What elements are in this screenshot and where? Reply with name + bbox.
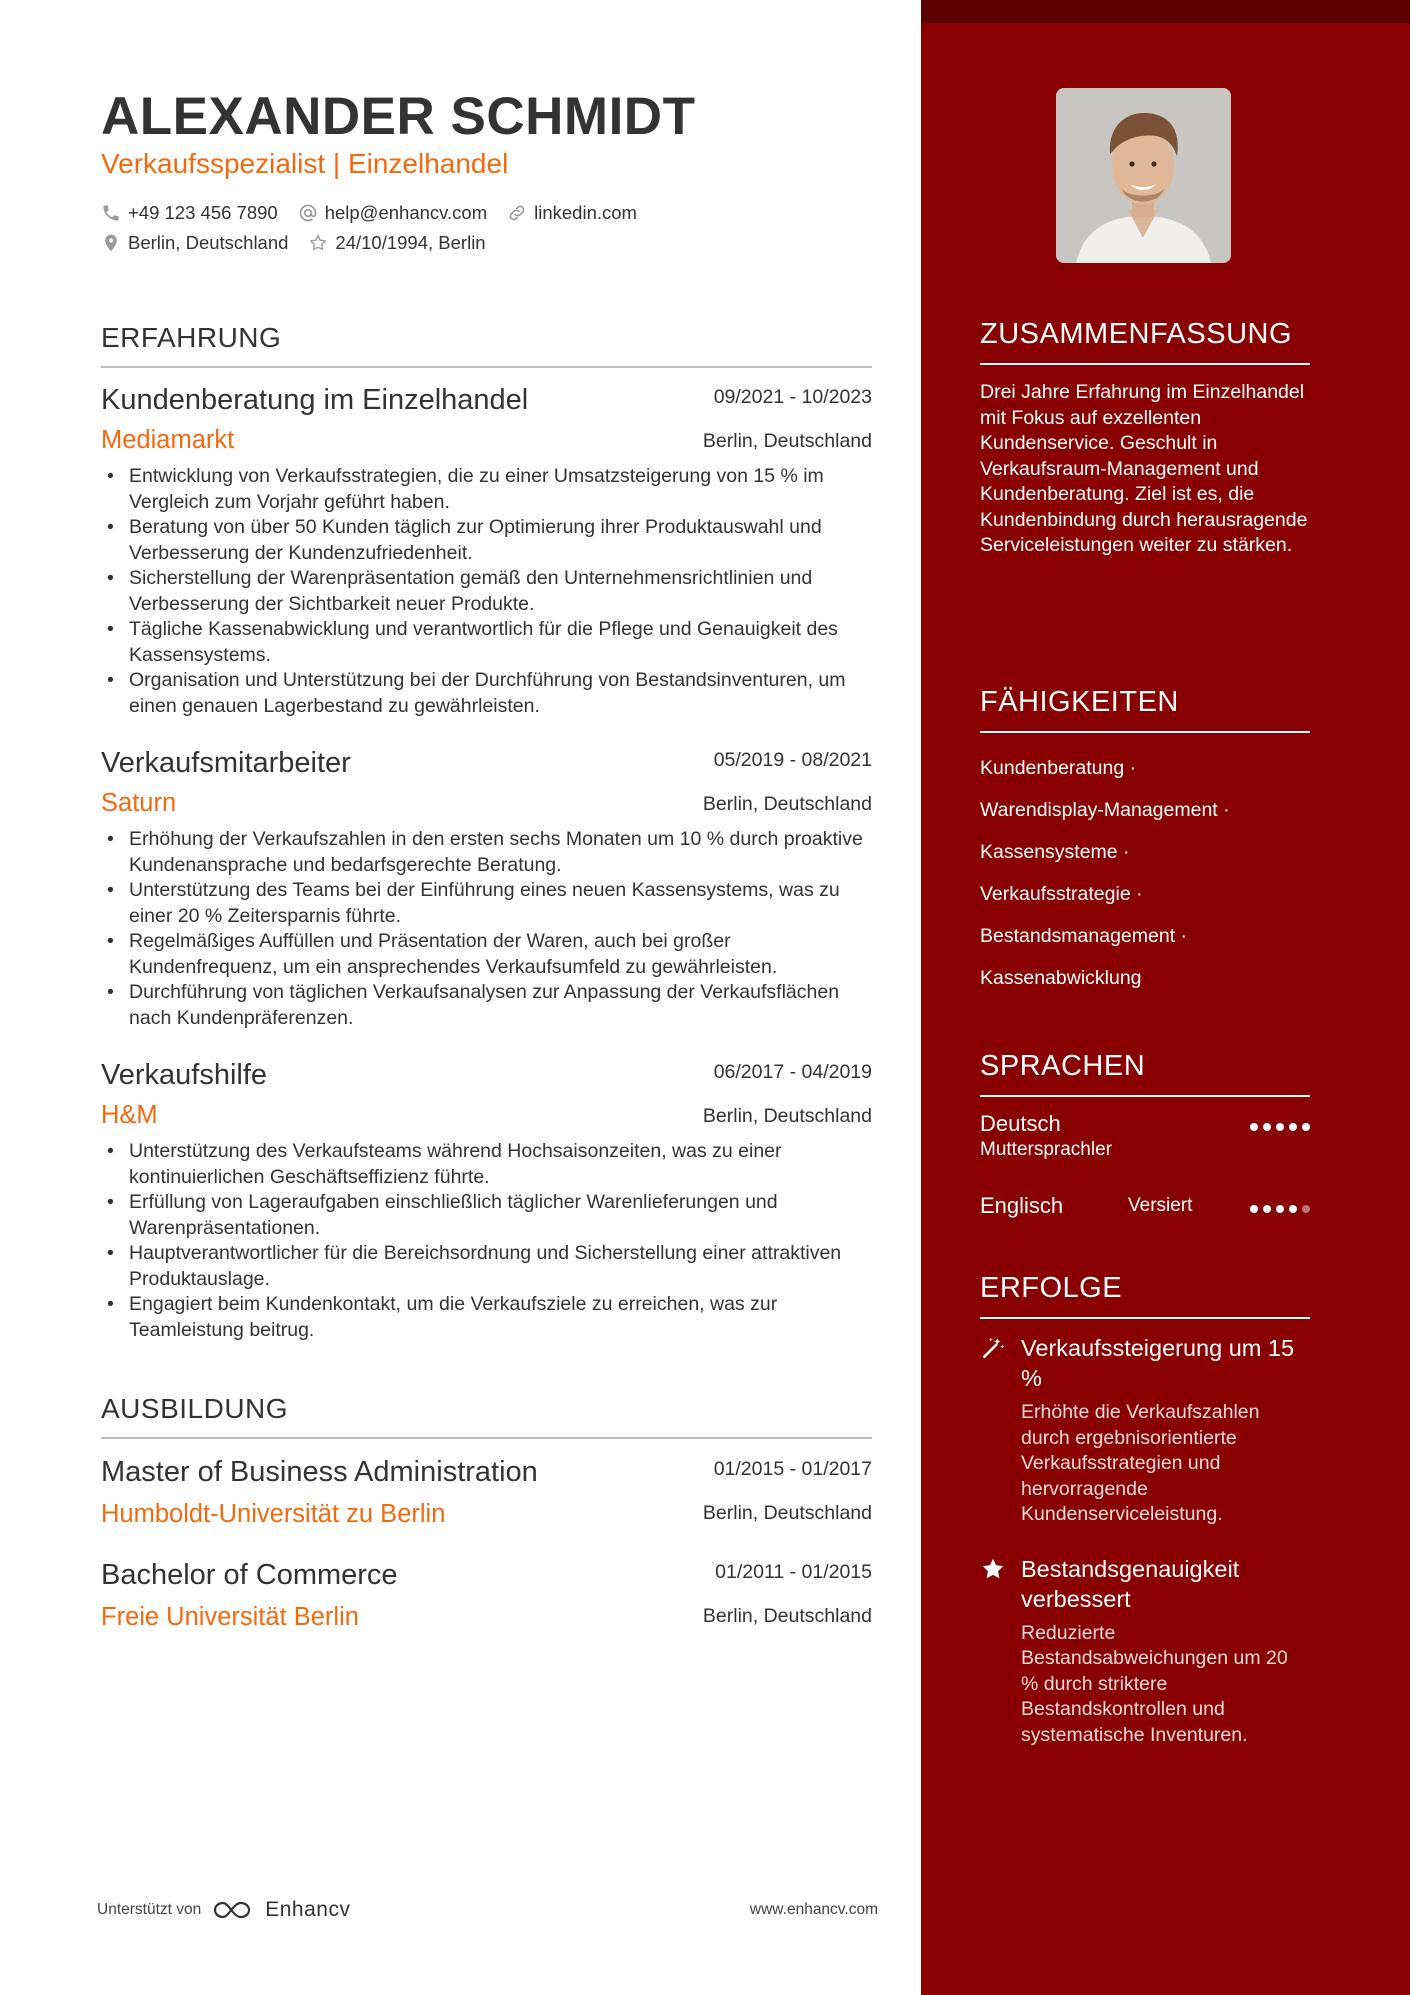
candidate-name: ALEXANDER SCHMIDT xyxy=(101,87,696,146)
job-bullet: • Unterstützung des Teams bei der Einführung eines neuen Kassensystems, was zu einer 20 % Zeitersparnis führte. xyxy=(101,878,872,929)
birth-text: 24/10/1994, Berlin xyxy=(335,232,486,253)
footer xyxy=(97,1895,878,1925)
at-icon xyxy=(298,203,318,223)
rating-dot-filled xyxy=(1250,1123,1258,1131)
job-company: H&M xyxy=(101,1101,158,1129)
achievements-title: ERFOLGE xyxy=(980,1272,1310,1319)
education-school: Freie Universität Berlin xyxy=(101,1603,359,1631)
job-location: Berlin, Deutschland xyxy=(702,1105,872,1127)
skills-section xyxy=(980,686,1310,999)
job-bullet: • Entwicklung von Verkaufsstrategien, die zu einer Umsatzsteigerung von 15 % im Vergleich zum Vorjahr geführt haben. xyxy=(101,464,872,515)
achievements-section xyxy=(980,1272,1310,1748)
job-bullet: • Engagiert beim Kundenkontakt, um die Verkaufsziele zu erreichen, was zur Teamleistung beitrug. xyxy=(101,1292,872,1343)
footer-website[interactable]: www.enhancv.com xyxy=(749,1901,878,1918)
skills-title: FÄHIGKEITEN xyxy=(980,686,1310,733)
linkedin-text: linkedin.com xyxy=(534,202,637,223)
education-degree: Bachelor of Commerce xyxy=(101,1559,398,1591)
achievement-title: Verkaufssteigerung um 15 % xyxy=(1021,1335,1295,1391)
contact-phone xyxy=(101,202,278,224)
magic-wand-icon xyxy=(980,1335,1006,1361)
job-dates: 06/2017 - 04/2019 xyxy=(713,1061,872,1083)
experience-section-title: ERFAHRUNG xyxy=(101,322,872,368)
education-entry xyxy=(101,1456,872,1536)
education-location: Berlin, Deutschland xyxy=(702,1502,872,1524)
job-location: Berlin, Deutschland xyxy=(702,793,872,815)
languages-title: SPRACHEN xyxy=(980,1050,1310,1097)
email-text: help@enhancv.com xyxy=(324,202,488,223)
rating-dot-filled xyxy=(1263,1205,1271,1213)
education-entry xyxy=(101,1559,872,1639)
skill-item: Kassensysteme · xyxy=(980,841,1130,863)
education-school: Humboldt-Universität zu Berlin xyxy=(101,1500,446,1528)
rating-dot-filled xyxy=(1302,1123,1310,1131)
contact-row-1 xyxy=(101,202,637,224)
rating-dot-empty xyxy=(1302,1205,1310,1213)
job-entry xyxy=(101,1059,872,1349)
contact-row-2 xyxy=(101,232,486,254)
language-rating xyxy=(1250,1205,1310,1213)
rating-dot-filled xyxy=(1263,1123,1271,1131)
job-dates: 09/2021 - 10/2023 xyxy=(713,386,872,408)
link-icon xyxy=(507,203,527,223)
job-entry xyxy=(101,747,872,1037)
rating-dot-filled xyxy=(1276,1123,1284,1131)
contact-linkedin[interactable] xyxy=(507,202,637,224)
job-entry xyxy=(101,384,872,724)
skill-item: Kassenabwicklung xyxy=(980,967,1142,989)
job-company: Mediamarkt xyxy=(101,426,235,454)
summary-title: ZUSAMMENFASSUNG xyxy=(980,318,1310,365)
rating-dot-filled xyxy=(1250,1205,1258,1213)
skill-item: Kundenberatung · xyxy=(980,757,1137,779)
education-degree: Master of Business Administration xyxy=(101,1456,538,1488)
language-rating xyxy=(1250,1123,1310,1131)
location-text: Berlin, Deutschland xyxy=(128,232,289,253)
language-level: Muttersprachler xyxy=(980,1139,1112,1160)
job-bullet: • Beratung von über 50 Kunden täglich zur Optimierung ihrer Produktauswahl und Verbesserung der Kundenzufriedenheit. xyxy=(101,515,872,566)
job-bullet: • Durchführung von täglichen Verkaufsanalysen zur Anpassung der Verkaufsflächen nach Kundenpräferenzen. xyxy=(101,980,872,1031)
location-pin-icon xyxy=(101,233,121,253)
job-bullets xyxy=(101,464,872,719)
contact-birth xyxy=(308,232,485,254)
powered-by-text: Unterstützt von xyxy=(97,1901,202,1918)
job-bullets xyxy=(101,827,872,1031)
candidate-role: Verkaufsspezialist | Einzelhandel xyxy=(101,148,509,179)
job-title: Kundenberatung im Einzelhandel xyxy=(101,384,529,416)
job-bullet: • Regelmäßiges Auffüllen und Präsentation der Waren, auch bei großer Kundenfrequenz, um ein ansprechendes Verkaufsumfeld zu gewährleisten. xyxy=(101,929,872,980)
job-title: Verkaufsmitarbeiter xyxy=(101,747,351,779)
rating-dot-filled xyxy=(1289,1205,1297,1213)
job-bullet: • Erfüllung von Lageraufgaben einschließlich täglicher Warenlieferungen und Warenpräsentationen. xyxy=(101,1190,872,1241)
skill-item: Warendisplay-Management · xyxy=(980,799,1230,821)
job-title: Verkaufshilfe xyxy=(101,1059,268,1091)
language-item xyxy=(980,1193,1310,1253)
profile-photo xyxy=(1056,88,1231,263)
contact-location xyxy=(101,232,288,254)
language-item xyxy=(980,1111,1310,1193)
language-name: Deutsch xyxy=(980,1111,1061,1136)
summary-text: Drei Jahre Erfahrung im Einzelhandel mit Fokus auf exzellenten Kundenservice. Geschult in Verkaufsraum-Management und Kundenberatung. Ziel ist es, die Kundenbindung durch herausragende Serviceleistungen weiter zu stärken. xyxy=(980,381,1308,556)
job-bullets xyxy=(101,1139,872,1343)
education-dates: 01/2011 - 01/2015 xyxy=(715,1561,872,1583)
job-location: Berlin, Deutschland xyxy=(702,430,872,452)
footer-powered-by xyxy=(97,1898,350,1922)
contact-email[interactable] xyxy=(298,202,487,224)
job-bullet: • Erhöhung der Verkaufszahlen in den ersten sechs Monaten um 10 % durch proaktive Kundenansprache und bedarfsgerechte Beratung. xyxy=(101,827,872,878)
achievement-title: Bestandsgenauigkeit verbessert xyxy=(1021,1555,1240,1612)
language-level: Versiert xyxy=(1128,1195,1193,1216)
languages-section xyxy=(980,1050,1310,1253)
education-dates: 01/2015 - 01/2017 xyxy=(713,1458,872,1480)
avatar-illustration xyxy=(1056,88,1231,263)
skill-item: Verkaufsstrategie · xyxy=(980,883,1143,905)
rating-dot-filled xyxy=(1289,1123,1297,1131)
achievement-desc: Reduzierte Bestandsabweichungen um 20 % durch striktere Bestandskontrollen und systematische Inventuren. xyxy=(1021,1621,1288,1746)
skill-item: Bestandsmanagement · xyxy=(980,925,1188,947)
job-bullet: • Unterstützung des Verkaufsteams während Hochsaisonzeiten, was zu einer kontinuierlichen Geschäftseffizienz führte. xyxy=(101,1139,872,1190)
sidebar-top-bar xyxy=(921,0,1410,23)
job-bullet: • Organisation und Unterstützung bei der Durchführung von Bestandsinventuren, um einen genauen Lagerbestand zu gewährleisten. xyxy=(101,668,872,719)
job-dates: 05/2019 - 08/2021 xyxy=(713,749,872,771)
skills-list xyxy=(980,747,1310,999)
enhancv-logo[interactable] xyxy=(211,1898,350,1922)
job-bullet: • Tägliche Kassenabwicklung und verantwortlich für die Pflege und Genauigkeit des Kassensystems. xyxy=(101,617,872,668)
job-bullet: • Hauptverantwortlicher für die Bereichsordnung und Sicherstellung einer attraktiven Produktauslage. xyxy=(101,1241,872,1292)
job-bullet: • Sicherstellung der Warenpräsentation gemäß den Unternehmensrichtlinien und Verbesserung der Sichtbarkeit neuer Produkte. xyxy=(101,566,872,617)
job-company: Saturn xyxy=(101,789,177,817)
phone-text: +49 123 456 7890 xyxy=(128,202,278,223)
infinity-logo-icon xyxy=(211,1899,257,1921)
star-icon xyxy=(980,1556,1006,1582)
sidebar xyxy=(921,0,1410,1995)
brand-text: Enhancv xyxy=(265,1898,351,1921)
star-outline-icon xyxy=(308,233,328,253)
achievement-desc: Erhöhte die Verkaufszahlen durch ergebnisorientierte Verkaufsstrategien und hervorragende Kundenserviceleistung. xyxy=(1021,1401,1260,1525)
achievement-item xyxy=(980,1333,1310,1528)
education-location: Berlin, Deutschland xyxy=(702,1605,872,1627)
achievement-item xyxy=(980,1554,1310,1749)
summary-section xyxy=(980,318,1310,559)
language-name: Englisch xyxy=(980,1193,1064,1218)
phone-icon xyxy=(101,203,121,223)
education-section-title: AUSBILDUNG xyxy=(101,1393,872,1439)
rating-dot-filled xyxy=(1276,1205,1284,1213)
